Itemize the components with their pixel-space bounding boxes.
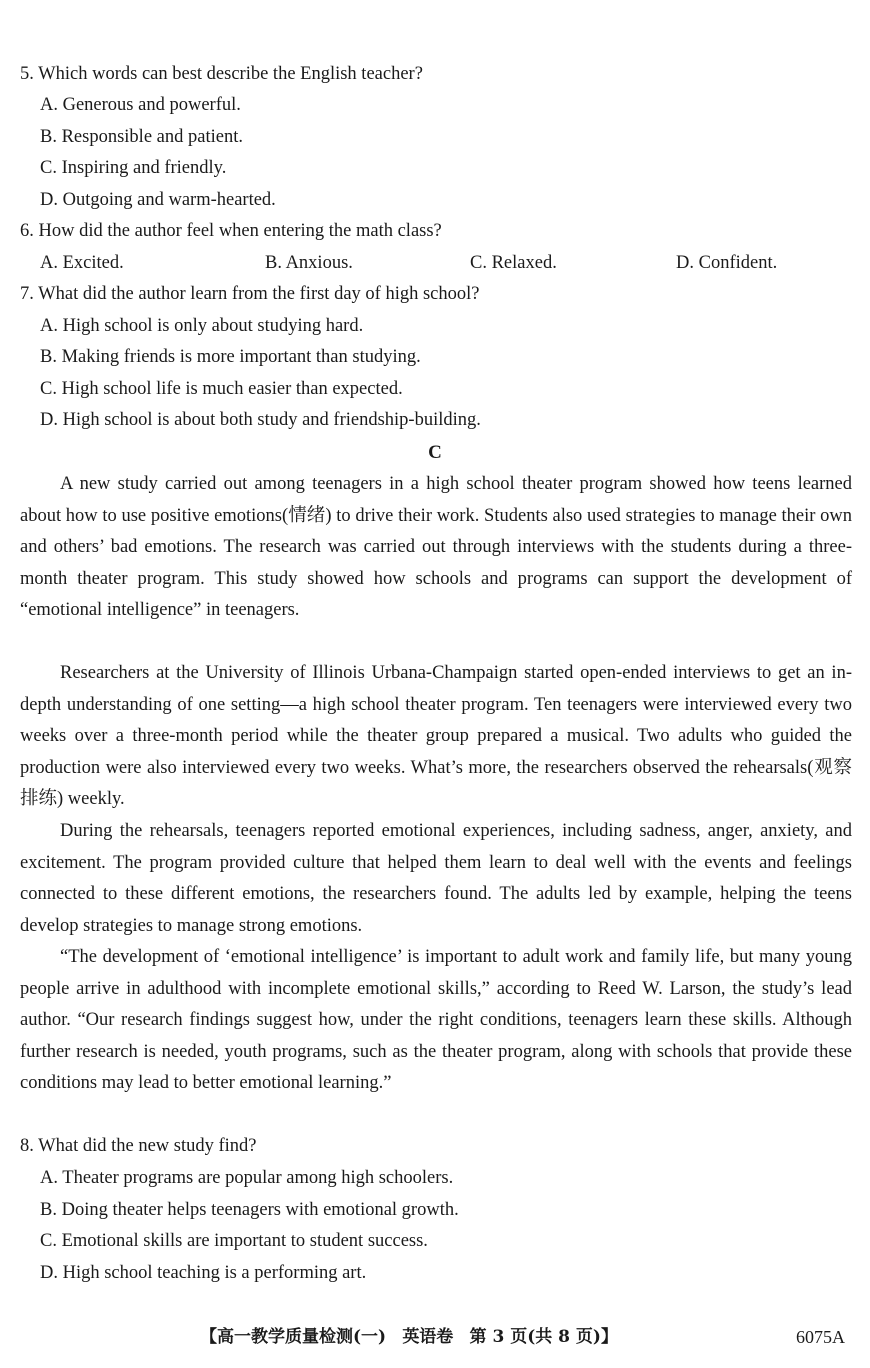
question-7-option-b: B. Making friends is more important than studying. bbox=[40, 347, 421, 367]
question-8-option-d: D. High school teaching is a performing art. bbox=[40, 1263, 367, 1283]
question-5-option-c: C. Inspiring and friendly. bbox=[40, 158, 227, 178]
footer-exam-title: 【高一教学质量检测(一) bbox=[200, 1327, 387, 1347]
question-7-stem: 7. What did the author learn from the first day of high school? bbox=[20, 284, 480, 304]
question-8-option-c: C. Emotional skills are important to student success. bbox=[40, 1231, 428, 1251]
question-6-option-a: A. Excited. bbox=[40, 253, 124, 273]
question-5-option-d: D. Outgoing and warm-hearted. bbox=[40, 190, 276, 210]
passage-paragraph-4: “The development of ‘emotional intelligence’ is important to adult work and family life, but many young people arrive in adulthood with incomplete emotional skills,” according to Reed W. Larson, the study’s lead author. “Our research findings suggest how, under the right conditions, teenagers learn these skills. Although further research is needed, youth programs, such as the theater program, along with schools that provide these conditions may lead to better emotional learning.” bbox=[20, 947, 852, 1094]
footer-page-number: 第 3 页(共 8 页)】 bbox=[469, 1327, 618, 1347]
question-6-option-b: B. Anxious. bbox=[265, 253, 353, 273]
question-8-stem: 8. What did the new study find? bbox=[20, 1136, 257, 1156]
question-5-option-a: A. Generous and powerful. bbox=[40, 95, 241, 115]
section-heading: C bbox=[428, 442, 442, 463]
footer-paper-code: 6075A bbox=[796, 1327, 845, 1347]
question-7-option-d: D. High school is about both study and friendship-building. bbox=[40, 410, 481, 430]
question-5-option-b: B. Responsible and patient. bbox=[40, 127, 243, 147]
question-6-option-c: C. Relaxed. bbox=[470, 253, 557, 273]
footer-exam-info bbox=[200, 1322, 618, 1352]
question-6-option-d: D. Confident. bbox=[676, 253, 778, 273]
question-7-option-c: C. High school life is much easier than expected. bbox=[40, 379, 403, 399]
passage-paragraph-3: During the rehearsals, teenagers reported emotional experiences, including sadness, anger, anxiety, and excitement. The program provided culture that helped them learn to deal well with the events and feelings connected to these different emotions, the researchers found. The adults led by example, helping the teens develop strategies to manage strong emotions. bbox=[20, 821, 852, 936]
question-8-option-b: B. Doing theater helps teenagers with emotional growth. bbox=[40, 1200, 459, 1220]
question-7-option-a: A. High school is only about studying hard. bbox=[40, 316, 364, 336]
passage-paragraph-1: A new study carried out among teenagers in a high school theater program showed how teens learned about how to use positive emotions(情绪) to drive their work. Students also used strategies to manage their own and others’ bad emotions. The research was carried out through interviews with the students during a three-month theater program. This study showed how schools and programs can support the development of “emotional intelligence” in teenagers. bbox=[20, 474, 852, 621]
question-5-stem: 5. Which words can best describe the English teacher? bbox=[20, 64, 423, 84]
question-6-stem: 6. How did the author feel when entering the math class? bbox=[20, 221, 442, 241]
question-8-option-a: A. Theater programs are popular among high schoolers. bbox=[40, 1168, 454, 1188]
footer-subject: 英语卷 bbox=[402, 1327, 454, 1347]
passage-paragraph-2: Researchers at the University of Illinois Urbana-Champaign started open-ended interviews to get an in-depth understanding of one setting—a high school theater program. Ten teenagers were interviewed every two weeks over a three-month period while the theater group prepared a musical. Two adults who guided the production were also interviewed every two weeks. What’s more, the researchers observed the rehearsals(观察排练) weekly. bbox=[20, 663, 852, 810]
